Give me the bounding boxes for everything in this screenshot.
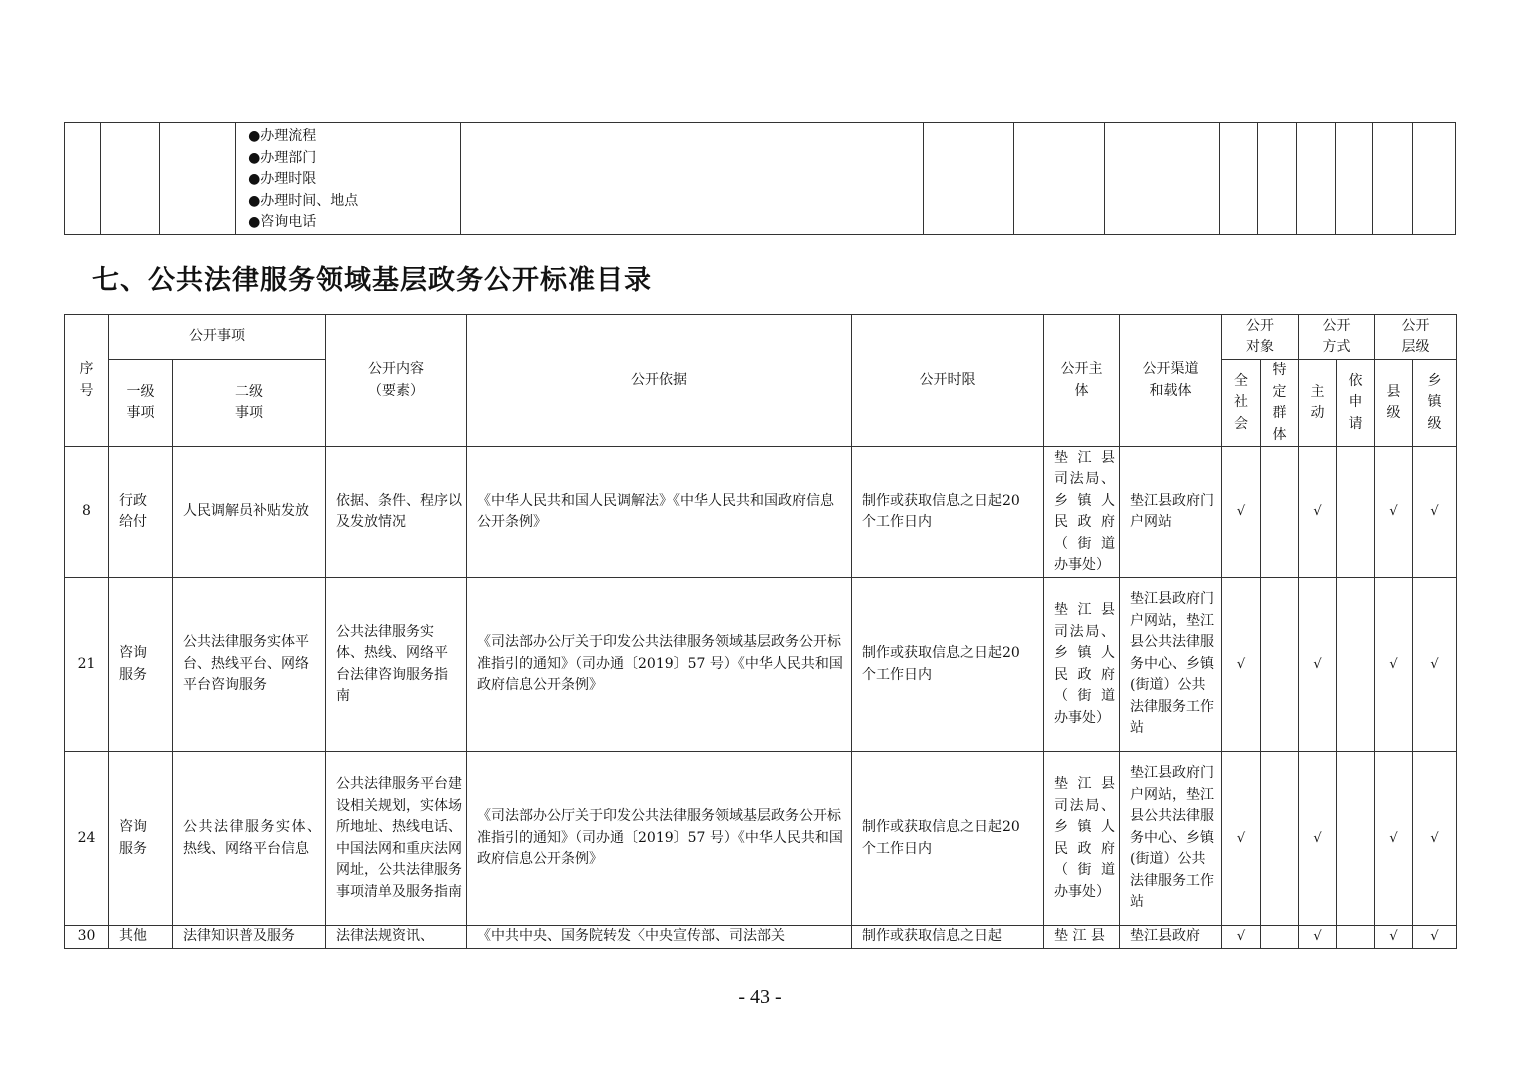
row-level1: 行政 给付 (109, 447, 173, 578)
row-channel: 垫江县政府门户网站，垫江县公共法律服务中心、乡镇(街道）公共法律服务工作站 (1120, 752, 1222, 926)
row-seq: 21 (65, 578, 109, 752)
check-mark: √ (1413, 752, 1457, 926)
empty-cell (1373, 123, 1412, 235)
row-level2: 人民调解员补贴发放 (173, 447, 326, 578)
bullet-item: ●办理部门 (248, 149, 317, 166)
row-channel: 垫江县政府门户网站 (1120, 447, 1222, 578)
header-subject: 公开主 体 (1044, 315, 1120, 447)
row-basis: 《中华人民共和国人民调解法》《中华人民共和国政府信息公开条例》 (467, 447, 852, 578)
row-level2: 公共法律服务实体、热线、网络平台信息 (173, 752, 326, 926)
page-number: - 43 - (738, 986, 782, 1008)
row-subject: 垫 江 县 司法局、乡 镇 人 民 政 府（ 街 道 办事处） (1044, 752, 1120, 926)
row-level1: 咨询 服务 (109, 578, 173, 752)
header-matter: 公开事项 (109, 315, 326, 360)
header-target: 公开 对象 (1222, 315, 1299, 360)
check-mark: √ (1375, 752, 1413, 926)
header-level-county: 县级 (1375, 360, 1413, 447)
empty-cell (1257, 123, 1296, 235)
row-channel: 垫江县政府 (1120, 926, 1222, 949)
bullet-item: ●办理流程 (248, 128, 317, 144)
header-method: 公开 方式 (1299, 315, 1375, 360)
header-basis: 公开依据 (467, 315, 852, 447)
check-mark (1337, 447, 1375, 578)
empty-cell (1014, 123, 1105, 235)
section-title: 七、公共法律服务领域基层政务公开标准目录 (92, 265, 652, 296)
row-content: 依据、条件、程序以及发放情况 (326, 447, 467, 578)
header-channel: 公开渠道 和载体 (1120, 315, 1222, 447)
check-mark: √ (1299, 926, 1337, 949)
check-mark: √ (1375, 447, 1413, 578)
check-mark: √ (1222, 447, 1261, 578)
table-row (65, 926, 1457, 949)
row-subject: 垫 江 县 司法局、乡 镇 人 民 政 府（ 街 道 办事处） (1044, 578, 1120, 752)
header-method-active: 主动 (1299, 360, 1337, 447)
table-row (65, 578, 1457, 752)
row-level2: 法律知识普及服务 (173, 926, 326, 949)
row-seq: 8 (65, 447, 109, 578)
header-level1: 一级 事项 (109, 360, 173, 447)
header-target-specific: 特定群体 (1261, 360, 1299, 447)
table-row (65, 752, 1457, 926)
row-basis: 《中共中央、国务院转发〈中央宣传部、司法部关 (467, 926, 852, 949)
check-mark: √ (1375, 578, 1413, 752)
bullet-item: ●办理时限 (248, 171, 317, 187)
check-mark (1337, 752, 1375, 926)
bullet-item: ●办理时间、地点 (248, 192, 359, 209)
check-mark (1337, 926, 1375, 949)
disclosure-catalog-table (64, 314, 1457, 949)
check-mark (1337, 578, 1375, 752)
row-content: 公共法律服务实体、热线、网络平台法律咨询服务指南 (326, 578, 467, 752)
header-target-all: 全社会 (1222, 360, 1261, 447)
empty-cell (923, 123, 1014, 235)
empty-cell (1220, 123, 1257, 235)
bullet-item: ●咨询电话 (248, 214, 317, 230)
row-channel: 垫江县政府门户网站，垫江县公共法律服务中心、乡镇(街道）公共法律服务工作站 (1120, 578, 1222, 752)
header-method-apply: 依申请 (1337, 360, 1375, 447)
table-row (65, 447, 1457, 578)
header-level2: 二级 事项 (173, 360, 326, 447)
row-level2: 公共法律服务实体平台、热线平台、网络平台咨询服务 (173, 578, 326, 752)
empty-cell (159, 123, 235, 235)
row-time-limit: 制作或获取信息之日起 (852, 926, 1044, 949)
row-level1: 咨询 服务 (109, 752, 173, 926)
row-seq: 24 (65, 752, 109, 926)
row-seq: 30 (65, 926, 109, 949)
check-mark: √ (1299, 578, 1337, 752)
check-mark: √ (1299, 752, 1337, 926)
bullet-list-cell (236, 123, 460, 235)
check-mark: √ (1222, 578, 1261, 752)
check-mark (1261, 926, 1299, 949)
check-mark: √ (1222, 926, 1261, 949)
check-mark (1261, 447, 1299, 578)
empty-cell (1104, 123, 1220, 235)
header-level-town: 乡镇级 (1413, 360, 1457, 447)
row-time-limit: 制作或获取信息之日起20 个工作日内 (852, 447, 1044, 578)
empty-cell (1412, 123, 1455, 235)
row-time-limit: 制作或获取信息之日起20 个工作日内 (852, 752, 1044, 926)
row-basis: 《司法部办公厅关于印发公共法律服务领域基层政务公开标准指引的通知》（司办通〔2019〕57 号）《中华人民共和国政府信息公开条例》 (467, 752, 852, 926)
row-level1: 其他 (109, 926, 173, 949)
check-mark: √ (1413, 926, 1457, 949)
check-mark: √ (1222, 752, 1261, 926)
continuation-table (64, 122, 1456, 235)
header-content: 公开内容 （要素） (326, 315, 467, 447)
row-subject: 垫 江 县 (1044, 926, 1120, 949)
header-row (65, 315, 1457, 360)
row-subject: 垫 江 县 司法局、乡 镇 人 民 政 府（ 街 道 办事处） (1044, 447, 1120, 578)
row-time-limit: 制作或获取信息之日起20 个工作日内 (852, 578, 1044, 752)
check-mark: √ (1375, 926, 1413, 949)
row-content: 公共法律服务平台建设相关规划，实体场所地址、热线电话、中国法网和重庆法网网址，公共法律服务事项清单及服务指南 (326, 752, 467, 926)
check-mark (1261, 578, 1299, 752)
header-seq: 序号 (65, 315, 109, 447)
empty-cell (65, 123, 101, 235)
empty-cell (460, 123, 923, 235)
continuation-row (65, 123, 1456, 235)
row-basis: 《司法部办公厅关于印发公共法律服务领域基层政务公开标准指引的通知》（司办通〔2019〕57 号）《中华人民共和国政府信息公开条例》 (467, 578, 852, 752)
empty-cell (1336, 123, 1373, 235)
row-content: 法律法规资讯、 (326, 926, 467, 949)
check-mark: √ (1413, 447, 1457, 578)
empty-cell (1296, 123, 1335, 235)
check-mark: √ (1299, 447, 1337, 578)
empty-cell (101, 123, 159, 235)
header-time-limit: 公开时限 (852, 315, 1044, 447)
check-mark: √ (1413, 578, 1457, 752)
header-level: 公开 层级 (1375, 315, 1457, 360)
check-mark (1261, 752, 1299, 926)
